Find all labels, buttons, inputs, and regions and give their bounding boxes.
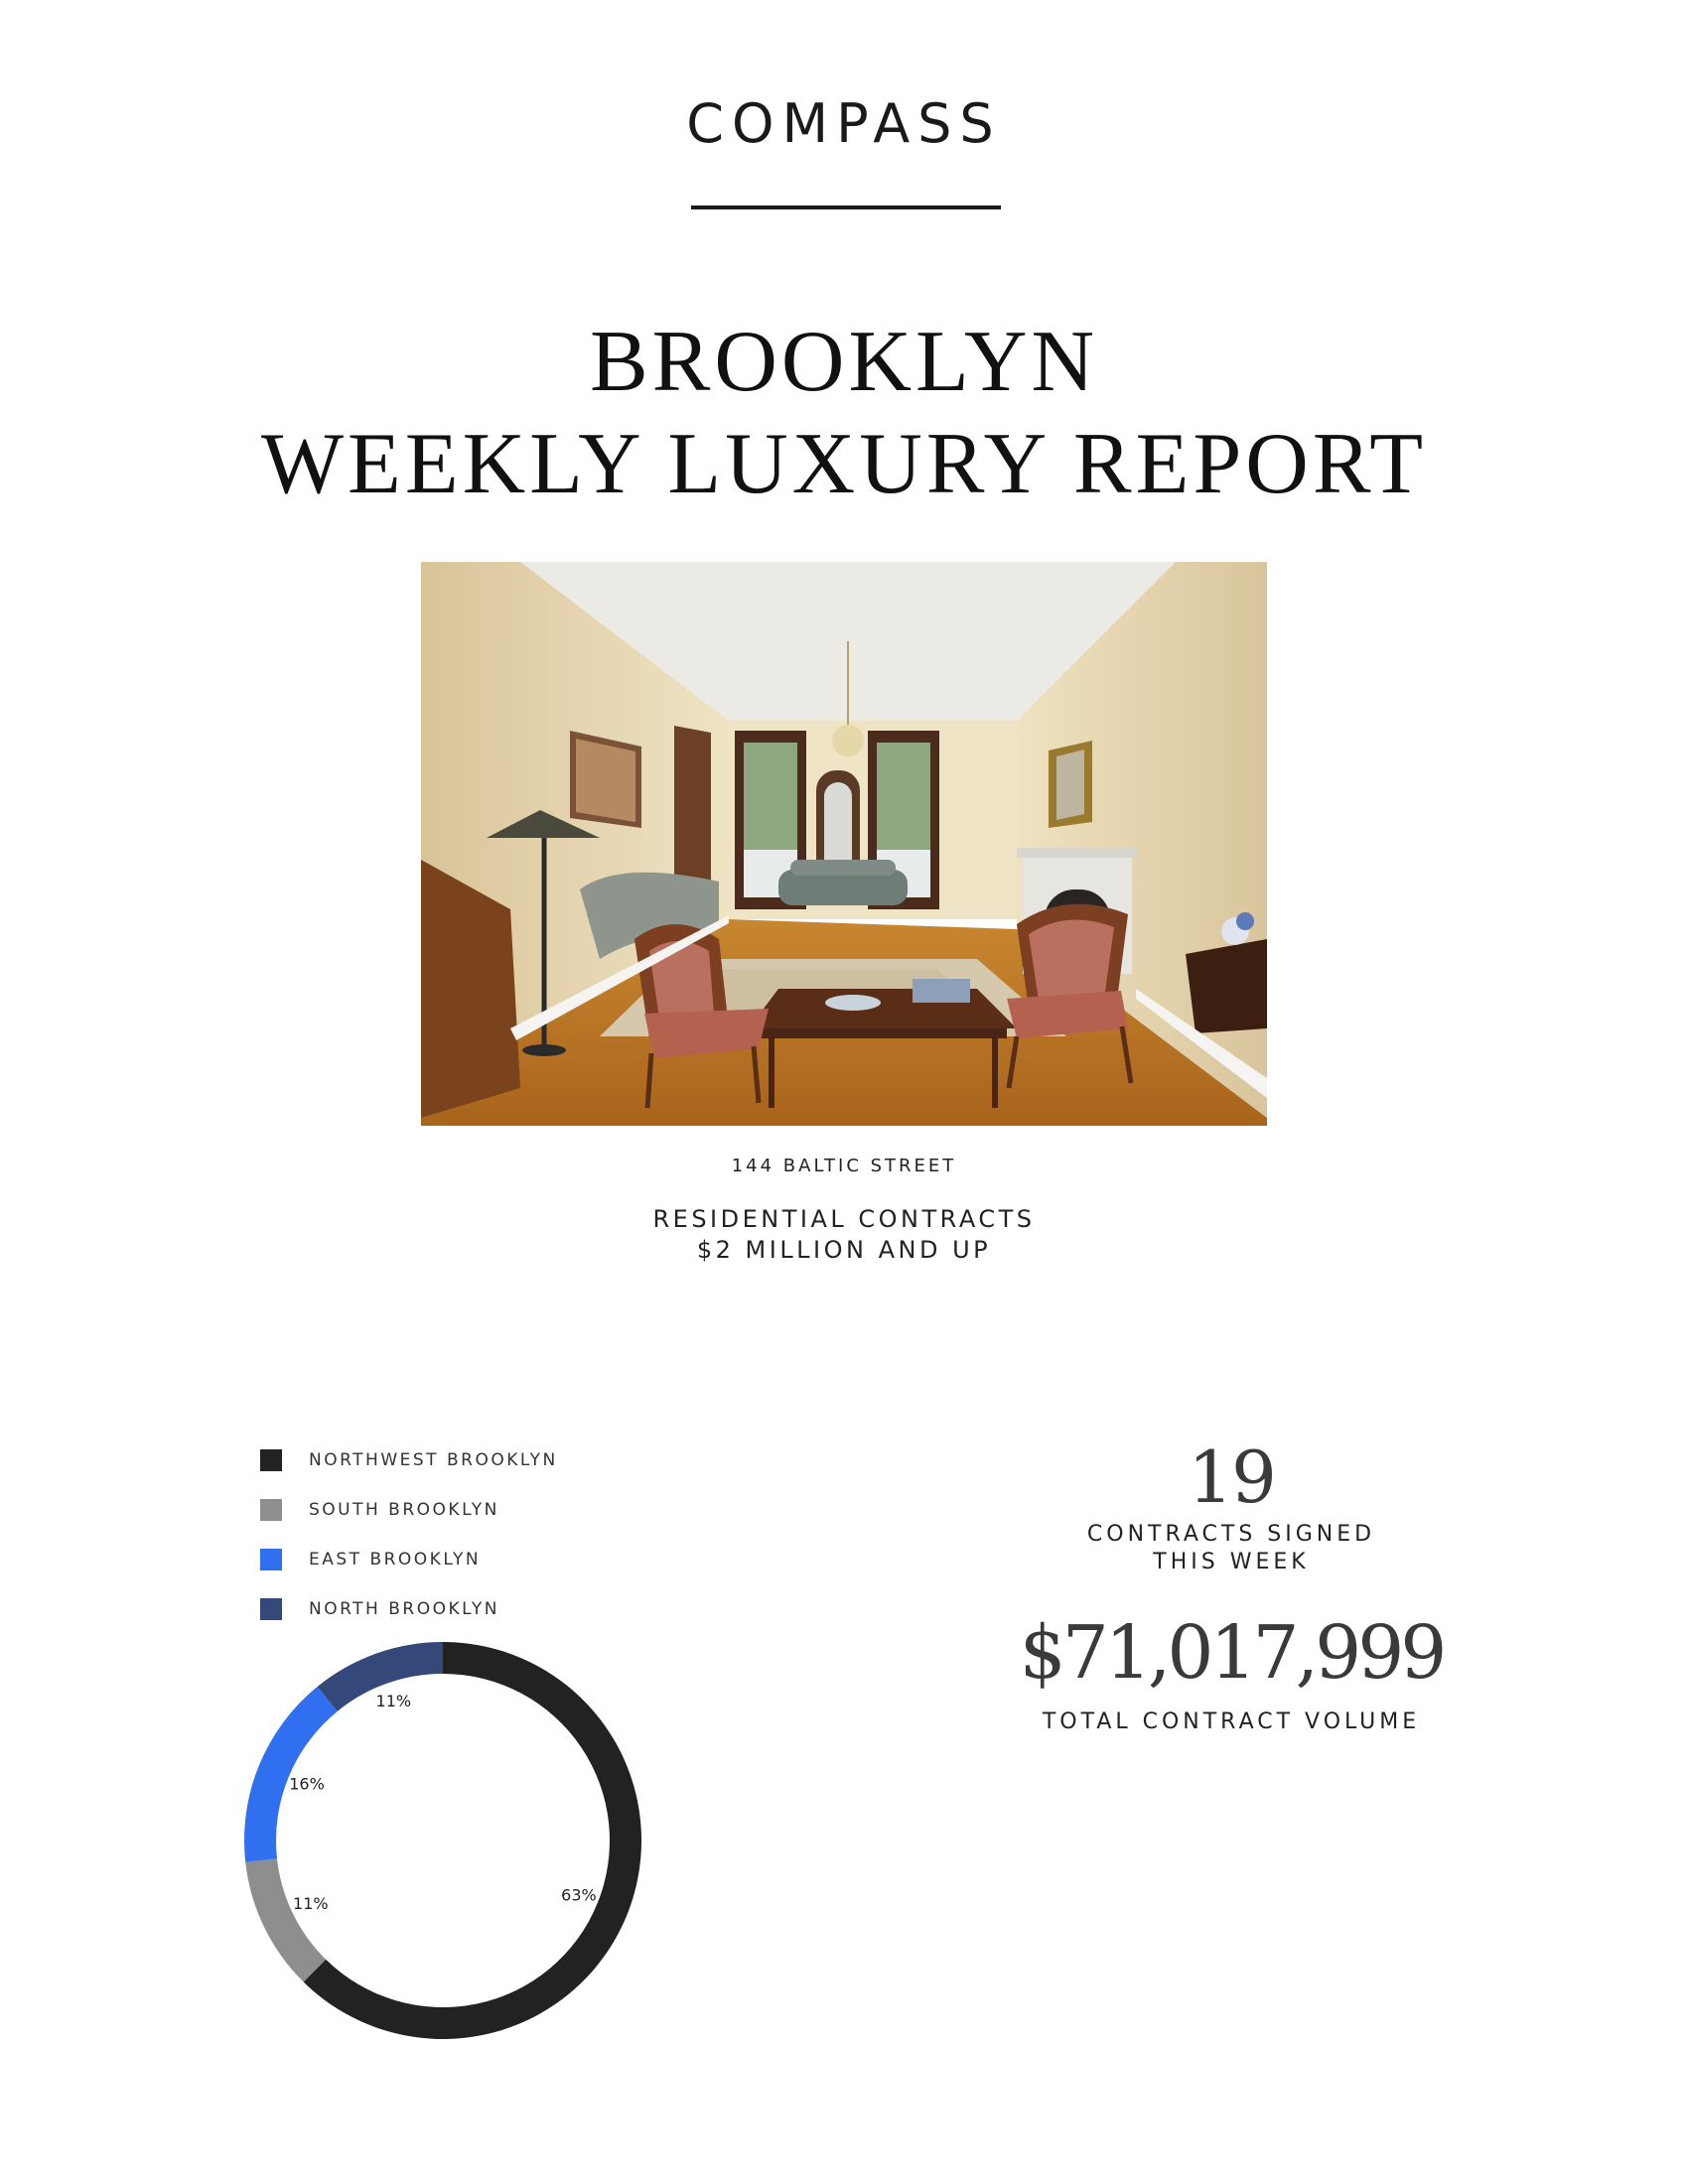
slice-label: 11% [293,1894,329,1914]
slice-label: 16% [289,1774,325,1794]
contracts-label-line1: CONTRACTS SIGNED [1086,1522,1376,1547]
report-title-line2: WEEKLY LUXURY REPORT [261,416,1427,512]
contracts-label-line2: THIS WEEK [1153,1550,1310,1574]
contract-volume: $71,017,999 [1019,1610,1444,1696]
legend-swatch [260,1499,282,1521]
legend-swatch [260,1449,282,1471]
legend-label: SOUTH BROOKLYN [309,1500,499,1520]
donut-slice [304,1642,641,2039]
contract-volume-label: TOTAL CONTRACT VOLUME [1042,1709,1421,1734]
legend-item [260,1435,558,1485]
compass-logo: COMPASS [686,92,1002,155]
contracts-count: 19 [1188,1435,1275,1519]
legend-swatch [260,1549,282,1570]
featured-property-photo [421,562,1267,1126]
slice-label: 11% [375,1692,412,1711]
logo-divider [691,205,1001,209]
report-subtitle-line2: $2 MILLION AND UP [696,1236,992,1264]
legend-item [260,1584,558,1634]
legend-item [260,1485,558,1535]
legend-swatch [260,1598,282,1620]
photo-caption: 144 BALTIC STREET [731,1156,957,1176]
report-subtitle-line1: RESIDENTIAL CONTRACTS [652,1205,1036,1233]
legend-label: NORTH BROOKLYN [309,1599,499,1619]
legend-label: NORTHWEST BROOKLYN [309,1450,558,1470]
legend-label: EAST BROOKLYN [309,1550,482,1570]
slice-label: 63% [561,1885,597,1905]
report-title-line1: BROOKLYN [589,314,1099,410]
chart-legend [260,1435,558,1634]
donut-slice [245,1858,326,1981]
donut-chart [234,1632,651,2049]
legend-item [260,1535,558,1584]
